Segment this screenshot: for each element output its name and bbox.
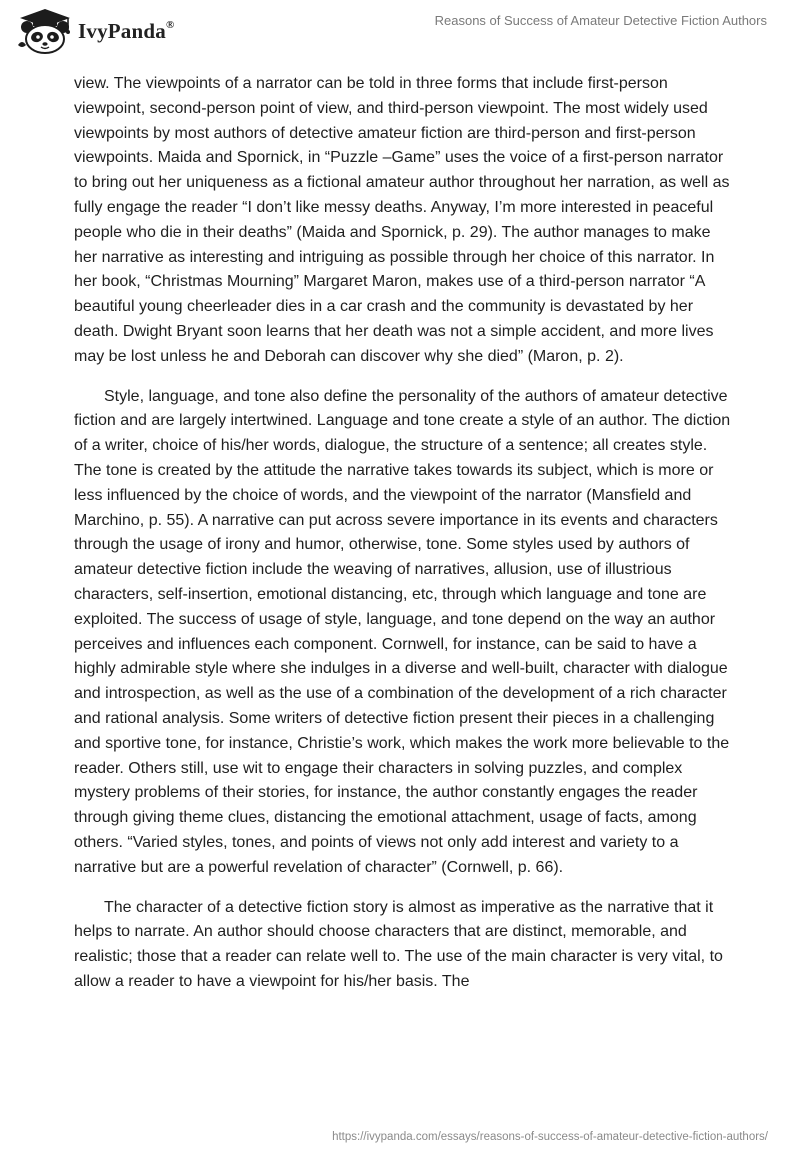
page-header [0, 0, 800, 62]
document-title: Reasons of Success of Amateur Detective Fiction Authors [434, 13, 767, 28]
registered-mark: ® [165, 18, 175, 31]
panda-graduation-icon [16, 7, 74, 55]
source-url[interactable]: https://ivypanda.com/essays/reasons-of-success-of-amateur-detective-fiction-authors/ [332, 1131, 768, 1143]
paragraph-1: view. The viewpoints of a narrator can be told in three forms that include first-person viewpoint, second-person point of view, and third-person viewpoint. The most widely used viewpoints by most authors of detective amateur fiction are third-person and first-person viewpoints. Maida and Spornick, in “Puzzle –Game” uses the voice of a first-person narrator to bring out her uniqueness as a fictional amateur author throughout her narration, as well as fully engage the reader “I don’t like messy deaths. Anyway, I’m more interested in peaceful people who die in their deaths” (Maida and Spornick, p. 29). The author manages to make her narrative as interesting and intriguing as possible through her choice of this narrator. In her book, “Christmas Mourning” Margaret Maron, makes use of a third-person narrator “A beautiful young cheerleader dies in a car crash and the community is devastated by her death. Dwight Bryant soon learns that her death was not a simple accident, and more lives may be lost unless he and Deborah can discover why she died” (Maron, p. 2). [74, 75, 730, 365]
ivypanda-logo[interactable] [16, 7, 216, 55]
essay-body [74, 72, 734, 1010]
paragraph-3: The character of a detective fiction story is almost as imperative as the narrative that it helps to narrate. An author should choose characters that are distinct, memorable, and realistic; those that a reader can relate well to. The use of the main character is very vital, to allow a reader to have a viewpoint for his/her basis. The [74, 898, 723, 990]
paragraph-2: Style, language, and tone also define the personality of the authors of amateur detective fiction and are largely intertwined. Language and tone create a style of an author. The diction of a writer, choice of his/her words, dialogue, the structure of a sentence; all creates style. The tone is created by the attitude the narrative takes towards its subject, which is more or less influenced by the choice of words, and the viewpoint of the narrator (Mansfield and Marchino, p. 55). A narrative can put across severe importance in its events and characters through the usage of irony and humor, otherwise, tone. Some styles used by authors of amateur detective fiction include the weaving of narratives, allusion, use of illustrious characters, self-insertion, emotional distancing, etc, through which language and tone are exploited. The success of usage of style, language, and tone depend on the way an author perceives and influences each component. Cornwell, for instance, can be said to have a highly admirable style where she indulges in a diverse and well-built, character with dialogue and introspection, as well as the use of a combination of the development of a rich character and rational analysis. Some writers of detective fiction present their pieces in a challenging and sportive tone, for instance, Christie’s work, which makes the work more believable to the reader. Others still, use wit to engage their characters in solving puzzles, and complex mystery problems of their stories, for instance, the author constantly engages the reader through giving theme clues, distancing the emotional attachment, usage of facts, among others. “Varied styles, tones, and points of views not only add interest and variety to a narrative but are a powerful revelation of character” (Cornwell, p. 66). [74, 387, 731, 876]
brand-name [78, 19, 174, 44]
brand-label: IvyPanda [78, 18, 166, 43]
